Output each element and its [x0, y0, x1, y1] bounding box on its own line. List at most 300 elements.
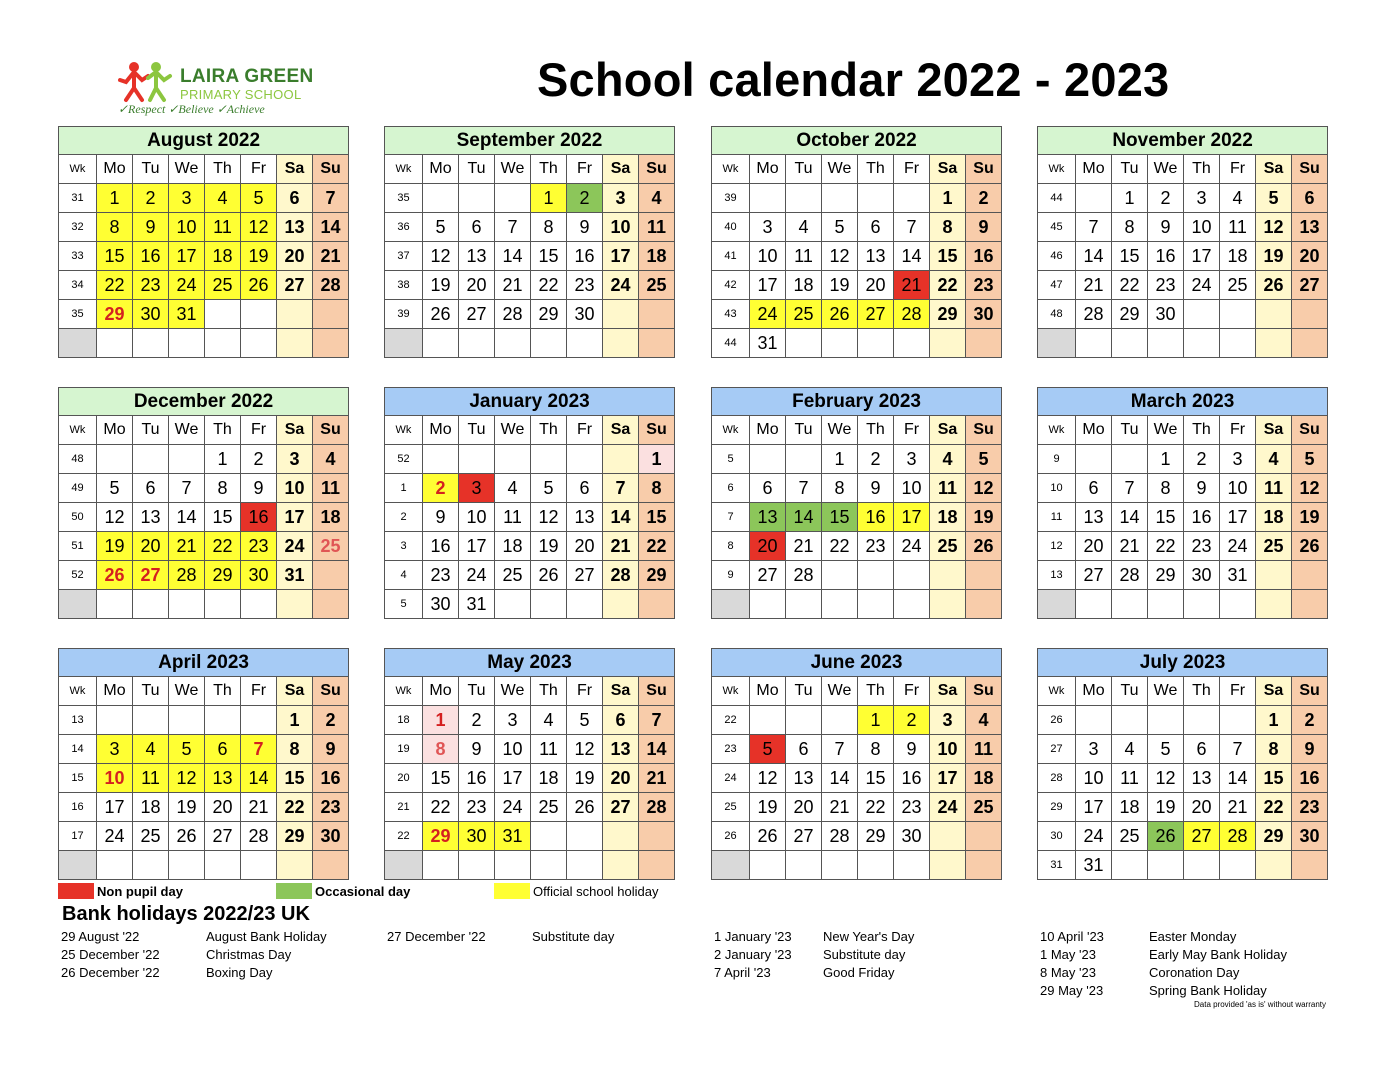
- calendar-day: 11: [1220, 213, 1256, 242]
- calendar-day: 5: [966, 445, 1002, 474]
- empty-day: [930, 851, 966, 880]
- calendar-day: 11: [786, 242, 822, 271]
- calendar-day: 23: [1184, 532, 1220, 561]
- weekday-header: Tu: [459, 677, 495, 706]
- month-title: September 2022: [385, 127, 675, 155]
- calendar-day: 4: [786, 213, 822, 242]
- calendar-day: 24: [97, 822, 133, 851]
- calendar-day: 24: [1184, 271, 1220, 300]
- calendar-day: 23: [1292, 793, 1328, 822]
- calendar-day: 3: [169, 184, 205, 213]
- calendar-day: 14: [169, 503, 205, 532]
- empty-day: [1112, 590, 1148, 619]
- calendar-day: 26: [567, 793, 603, 822]
- weekday-header: We: [169, 416, 205, 445]
- week-number: 43: [712, 300, 750, 329]
- calendar-day: 17: [1076, 793, 1112, 822]
- calendar-day: 21: [1112, 532, 1148, 561]
- weekday-header: We: [169, 677, 205, 706]
- weekday-header: Tu: [459, 155, 495, 184]
- school-logo: [108, 58, 314, 120]
- empty-day: [133, 706, 169, 735]
- week-number: 28: [1038, 764, 1076, 793]
- calendar-day: 16: [894, 764, 930, 793]
- week-number: 20: [385, 764, 423, 793]
- calendar-day: 23: [1148, 271, 1184, 300]
- calendar-day: 7: [495, 213, 531, 242]
- calendar-day: 10: [894, 474, 930, 503]
- calendar-day: 2: [1184, 445, 1220, 474]
- week-number: 6: [712, 474, 750, 503]
- week-number-header: Wk: [385, 155, 423, 184]
- empty-day: [567, 590, 603, 619]
- weekday-header: Th: [205, 416, 241, 445]
- week-number: 30: [1038, 822, 1076, 851]
- bank-holiday-name: Boxing Day: [206, 965, 273, 980]
- month-calendar: [1037, 648, 1327, 880]
- month-calendar: [711, 126, 1001, 358]
- calendar-day: 13: [858, 242, 894, 271]
- calendar-day: 1: [97, 184, 133, 213]
- bank-holiday-name: Substitute day: [532, 929, 615, 944]
- month-calendar: [58, 648, 348, 880]
- empty-day: [858, 851, 894, 880]
- weekday-header: Th: [1184, 155, 1220, 184]
- calendar-day: 20: [1292, 242, 1328, 271]
- empty-day: [495, 329, 531, 358]
- calendar-day: 13: [1076, 503, 1112, 532]
- weekday-header: Tu: [786, 416, 822, 445]
- weekday-header: Mo: [750, 416, 786, 445]
- empty-day: [1112, 851, 1148, 880]
- empty-day: [169, 851, 205, 880]
- calendar-day: 24: [1220, 532, 1256, 561]
- empty-day: [822, 329, 858, 358]
- calendar-day: 26: [822, 300, 858, 329]
- week-number-header: Wk: [1038, 677, 1076, 706]
- weekday-header: Fr: [1220, 155, 1256, 184]
- calendar-day: 18: [1256, 503, 1292, 532]
- calendar-day: 13: [750, 503, 786, 532]
- empty-day: [822, 851, 858, 880]
- calendar-day: 6: [205, 735, 241, 764]
- weekday-header: Mo: [1076, 416, 1112, 445]
- calendar-day: 6: [858, 213, 894, 242]
- calendar-day: 30: [567, 300, 603, 329]
- calendar-day: 15: [205, 503, 241, 532]
- weekday-header: Mo: [423, 677, 459, 706]
- week-number: 23: [712, 735, 750, 764]
- calendar-day: 7: [786, 474, 822, 503]
- empty-day: [459, 184, 495, 213]
- calendar-day: 3: [603, 184, 639, 213]
- month-calendar: [711, 648, 1001, 880]
- calendar-day: 11: [133, 764, 169, 793]
- calendar-day: 15: [423, 764, 459, 793]
- week-number: [1038, 329, 1076, 358]
- empty-day: [639, 851, 675, 880]
- calendar-day: 16: [423, 532, 459, 561]
- calendar-day: 4: [1220, 184, 1256, 213]
- empty-day: [750, 851, 786, 880]
- weekday-header: Fr: [1220, 416, 1256, 445]
- calendar-day: 22: [1256, 793, 1292, 822]
- legend-official-label: Official school holiday: [533, 884, 659, 899]
- weekday-header: Mo: [423, 155, 459, 184]
- calendar-day: 1: [930, 184, 966, 213]
- calendar-day: 6: [1184, 735, 1220, 764]
- calendar-day: 25: [1256, 532, 1292, 561]
- calendar-day: 7: [1112, 474, 1148, 503]
- weekday-header: Sa: [603, 416, 639, 445]
- calendar-day: 22: [423, 793, 459, 822]
- calendar-day: 28: [1076, 300, 1112, 329]
- calendar-day: 12: [567, 735, 603, 764]
- legend-non-pupil-label: Non pupil day: [97, 884, 183, 899]
- calendar-day: 13: [567, 503, 603, 532]
- month-calendar: [1037, 387, 1327, 619]
- calendar-day: 6: [459, 213, 495, 242]
- month-calendar: [1037, 126, 1327, 358]
- calendar-day: 8: [858, 735, 894, 764]
- calendar-day: 30: [313, 822, 349, 851]
- calendar-day: 18: [205, 242, 241, 271]
- week-number: 25: [712, 793, 750, 822]
- calendar-day: 4: [205, 184, 241, 213]
- calendar-day: 19: [97, 532, 133, 561]
- week-number: 36: [385, 213, 423, 242]
- calendar-day: 19: [169, 793, 205, 822]
- calendar-day: 23: [459, 793, 495, 822]
- month-title: February 2023: [712, 388, 1002, 416]
- calendar-day: 8: [822, 474, 858, 503]
- week-number: 8: [712, 532, 750, 561]
- bank-holiday-date: 2 January '23: [714, 947, 792, 962]
- calendar-day: 8: [423, 735, 459, 764]
- calendar-day: 30: [459, 822, 495, 851]
- calendar-day: 13: [277, 213, 313, 242]
- empty-day: [97, 590, 133, 619]
- calendar-day: 10: [750, 242, 786, 271]
- calendar-day: 12: [97, 503, 133, 532]
- empty-day: [205, 590, 241, 619]
- calendar-day: 13: [133, 503, 169, 532]
- empty-day: [133, 445, 169, 474]
- calendar-day: 7: [639, 706, 675, 735]
- empty-day: [1184, 329, 1220, 358]
- empty-day: [531, 851, 567, 880]
- weekday-header: Sa: [277, 416, 313, 445]
- calendar-day: 25: [966, 793, 1002, 822]
- weekday-header: We: [495, 677, 531, 706]
- weekday-header: Tu: [133, 155, 169, 184]
- calendar-day: 28: [313, 271, 349, 300]
- legend-occasional-swatch: [276, 883, 312, 899]
- calendar-day: 9: [1184, 474, 1220, 503]
- weekday-header: Tu: [786, 677, 822, 706]
- calendar-day: 30: [241, 561, 277, 590]
- calendar-day: 17: [459, 532, 495, 561]
- calendar-day: 27: [1292, 271, 1328, 300]
- calendar-day: 23: [423, 561, 459, 590]
- bank-holiday-date: 29 August '22: [61, 929, 140, 944]
- calendar-day: 25: [205, 271, 241, 300]
- weekday-header: Th: [1184, 416, 1220, 445]
- calendar-day: 19: [822, 271, 858, 300]
- calendar-day: 1: [639, 445, 675, 474]
- calendar-day: 7: [822, 735, 858, 764]
- calendar-day: 3: [1076, 735, 1112, 764]
- bank-holiday-name: Easter Monday: [1149, 929, 1237, 944]
- weekday-header: Sa: [603, 155, 639, 184]
- calendar-day: 26: [169, 822, 205, 851]
- week-number: [1038, 590, 1076, 619]
- calendar-day: 27: [133, 561, 169, 590]
- calendar-day: 19: [966, 503, 1002, 532]
- calendar-day: 23: [313, 793, 349, 822]
- calendar-day: 23: [241, 532, 277, 561]
- bank-holiday-date: 25 December '22: [61, 947, 160, 962]
- week-number: [385, 851, 423, 880]
- empty-day: [750, 590, 786, 619]
- weekday-header: We: [495, 416, 531, 445]
- calendar-day: 13: [459, 242, 495, 271]
- week-number: 19: [385, 735, 423, 764]
- calendar-day: 30: [423, 590, 459, 619]
- calendar-day: 15: [277, 764, 313, 793]
- calendar-day: 17: [1184, 242, 1220, 271]
- calendar-day: 16: [1148, 242, 1184, 271]
- week-number: 13: [1038, 561, 1076, 590]
- calendar-day: 3: [97, 735, 133, 764]
- empty-day: [1148, 329, 1184, 358]
- empty-day: [1256, 590, 1292, 619]
- calendar-day: 7: [894, 213, 930, 242]
- weekday-header: Sa: [930, 155, 966, 184]
- calendar-day: 7: [313, 184, 349, 213]
- calendar-day: 21: [822, 793, 858, 822]
- calendar-day: 19: [1148, 793, 1184, 822]
- calendar-day: 22: [97, 271, 133, 300]
- empty-day: [1076, 329, 1112, 358]
- calendar-day: 14: [1112, 503, 1148, 532]
- calendar-day: 22: [277, 793, 313, 822]
- empty-day: [1076, 184, 1112, 213]
- empty-day: [894, 561, 930, 590]
- weekday-header: We: [1148, 416, 1184, 445]
- calendar-day: 3: [750, 213, 786, 242]
- empty-day: [241, 851, 277, 880]
- empty-day: [423, 445, 459, 474]
- calendar-day: 21: [169, 532, 205, 561]
- weekday-header: Mo: [97, 416, 133, 445]
- calendar-day: 19: [1256, 242, 1292, 271]
- calendar-day: 5: [531, 474, 567, 503]
- empty-day: [1292, 590, 1328, 619]
- calendar-day: 17: [495, 764, 531, 793]
- weekday-header: Su: [966, 416, 1002, 445]
- calendar-day: 31: [750, 329, 786, 358]
- week-number: 22: [385, 822, 423, 851]
- calendar-day: 1: [1256, 706, 1292, 735]
- calendar-day: 5: [423, 213, 459, 242]
- calendar-day: 25: [639, 271, 675, 300]
- empty-day: [495, 184, 531, 213]
- calendar-day: 26: [1292, 532, 1328, 561]
- calendar-day: 20: [459, 271, 495, 300]
- empty-day: [97, 329, 133, 358]
- weekday-header: Mo: [750, 155, 786, 184]
- calendar-day: 12: [531, 503, 567, 532]
- calendar-day: 17: [603, 242, 639, 271]
- calendar-day: 24: [930, 793, 966, 822]
- weekday-header: Tu: [133, 677, 169, 706]
- bank-holiday-date: 7 April '23: [714, 965, 771, 980]
- weekday-header: Su: [639, 155, 675, 184]
- calendar-day: 15: [1148, 503, 1184, 532]
- calendar-day: 6: [750, 474, 786, 503]
- weekday-header: Tu: [1112, 677, 1148, 706]
- calendar-day: 2: [894, 706, 930, 735]
- weekday-header: Tu: [1112, 155, 1148, 184]
- empty-day: [786, 706, 822, 735]
- empty-day: [169, 445, 205, 474]
- weekday-header: Th: [858, 155, 894, 184]
- calendar-day: 12: [966, 474, 1002, 503]
- weekday-header: Sa: [277, 155, 313, 184]
- calendar-day: 25: [531, 793, 567, 822]
- empty-day: [603, 822, 639, 851]
- month-title: May 2023: [385, 649, 675, 677]
- calendar-day: 19: [750, 793, 786, 822]
- calendar-day: 31: [277, 561, 313, 590]
- calendar-day: 15: [639, 503, 675, 532]
- calendar-day: 11: [205, 213, 241, 242]
- calendar-day: 27: [750, 561, 786, 590]
- children-logo-icon: [112, 60, 176, 104]
- calendar-day: 6: [1076, 474, 1112, 503]
- month-title: June 2023: [712, 649, 1002, 677]
- calendar-day: 28: [1220, 822, 1256, 851]
- week-number: 48: [1038, 300, 1076, 329]
- empty-day: [750, 445, 786, 474]
- calendar-day: 29: [97, 300, 133, 329]
- empty-day: [858, 329, 894, 358]
- empty-day: [531, 445, 567, 474]
- calendar-day: 22: [858, 793, 894, 822]
- empty-day: [205, 851, 241, 880]
- weekday-header: Tu: [459, 416, 495, 445]
- disclaimer: Data provided 'as is' without warranty: [1194, 1000, 1327, 1009]
- calendar-day: 11: [531, 735, 567, 764]
- empty-day: [241, 329, 277, 358]
- week-number: 38: [385, 271, 423, 300]
- calendar-day: 20: [205, 793, 241, 822]
- weekday-header: Sa: [1256, 677, 1292, 706]
- calendar-day: 16: [858, 503, 894, 532]
- weekday-header: Fr: [1220, 677, 1256, 706]
- month-title: March 2023: [1038, 388, 1328, 416]
- calendar-day: 11: [495, 503, 531, 532]
- calendar-day: 25: [1112, 822, 1148, 851]
- empty-day: [966, 561, 1002, 590]
- school-name: LAIRA GREEN: [180, 66, 314, 87]
- calendar-day: 29: [277, 822, 313, 851]
- weekday-header: Th: [205, 155, 241, 184]
- empty-day: [205, 300, 241, 329]
- calendar-day: 9: [858, 474, 894, 503]
- month-calendar: [711, 387, 1001, 619]
- month-calendar: [384, 126, 674, 358]
- calendar-day: 4: [1256, 445, 1292, 474]
- calendar-day: 18: [531, 764, 567, 793]
- calendar-day: 15: [1112, 242, 1148, 271]
- calendar-day: 14: [786, 503, 822, 532]
- weekday-header: Sa: [603, 677, 639, 706]
- calendar-day: 30: [966, 300, 1002, 329]
- week-number: 29: [1038, 793, 1076, 822]
- calendar-day: 29: [531, 300, 567, 329]
- calendar-day: 26: [966, 532, 1002, 561]
- calendar-day: 13: [1184, 764, 1220, 793]
- calendar-day: 3: [1220, 445, 1256, 474]
- week-number: 41: [712, 242, 750, 271]
- empty-day: [459, 851, 495, 880]
- week-number: 22: [712, 706, 750, 735]
- calendar-day: 2: [567, 184, 603, 213]
- calendar-day: 26: [97, 561, 133, 590]
- empty-day: [603, 329, 639, 358]
- weekday-header: Fr: [567, 677, 603, 706]
- calendar-day: 25: [133, 822, 169, 851]
- week-number: [59, 590, 97, 619]
- month-title: January 2023: [385, 388, 675, 416]
- weekday-header: Th: [858, 677, 894, 706]
- calendar-day: 8: [531, 213, 567, 242]
- weekday-header: Sa: [277, 677, 313, 706]
- empty-day: [603, 445, 639, 474]
- bank-holiday-name: Coronation Day: [1149, 965, 1240, 980]
- weekday-header: Su: [313, 677, 349, 706]
- bank-holiday-date: 8 May '23: [1040, 965, 1096, 980]
- calendar-day: 8: [205, 474, 241, 503]
- week-number: 40: [712, 213, 750, 242]
- empty-day: [459, 445, 495, 474]
- empty-day: [1112, 706, 1148, 735]
- calendar-day: 15: [930, 242, 966, 271]
- calendar-day: 28: [603, 561, 639, 590]
- week-number: 27: [1038, 735, 1076, 764]
- calendar-day: 7: [169, 474, 205, 503]
- calendar-day: 1: [822, 445, 858, 474]
- empty-day: [1148, 706, 1184, 735]
- legend-non-pupil-swatch: [58, 883, 94, 899]
- month-title: July 2023: [1038, 649, 1328, 677]
- calendar-day: 5: [1256, 184, 1292, 213]
- empty-day: [1220, 590, 1256, 619]
- calendar-day: 28: [786, 561, 822, 590]
- week-number: 49: [59, 474, 97, 503]
- school-type: PRIMARY SCHOOL: [180, 87, 302, 102]
- empty-day: [822, 561, 858, 590]
- calendar-day: 21: [786, 532, 822, 561]
- weekday-header: Su: [639, 677, 675, 706]
- bank-holiday-date: 10 April '23: [1040, 929, 1104, 944]
- calendar-day: 20: [277, 242, 313, 271]
- empty-day: [1148, 590, 1184, 619]
- calendar-day: 2: [313, 706, 349, 735]
- calendar-day: 31: [495, 822, 531, 851]
